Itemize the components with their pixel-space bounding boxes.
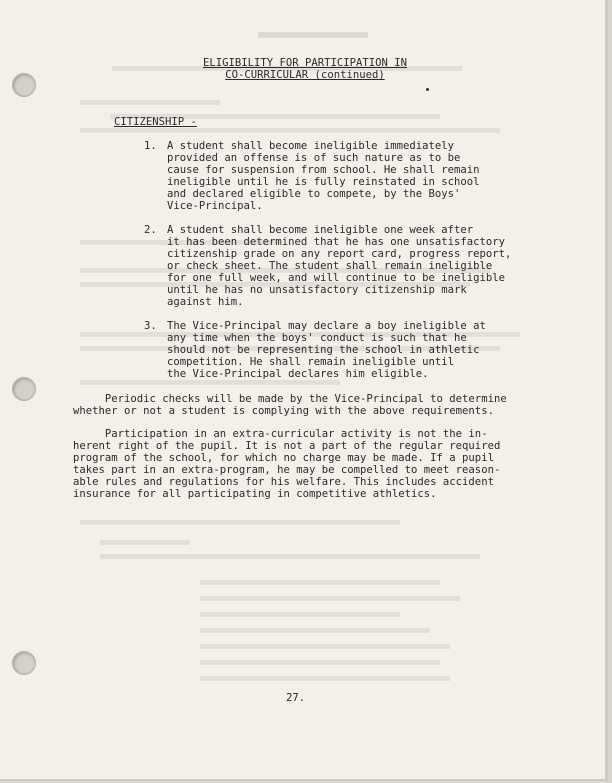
item-line: Vice-Principal.	[167, 200, 263, 212]
paragraph-line: insurance for all participating in competitive athletics.	[73, 488, 437, 500]
item-line: and declared eligible to compete, by the Boys'	[167, 188, 461, 200]
item-line: The Vice-Principal may declare a boy ineligible at	[167, 320, 486, 332]
item-line: ineligible until he is fully reinstated in school	[167, 176, 480, 188]
section-title	[114, 116, 197, 128]
heading-line-2: CO-CURRICULAR (continued)	[225, 69, 385, 81]
item-number: 1.	[144, 140, 157, 152]
paragraph-line: takes part in an extra-program, he may be compelled to meet reason-	[73, 464, 501, 476]
item-line: citizenship grade on any report card, progress report,	[167, 248, 512, 260]
binder-hole	[12, 651, 36, 675]
paragraph-line: herent right of the pupil. It is not a part of the regular required	[73, 440, 501, 452]
paragraph-line: Periodic checks will be made by the Vice-Principal to determine	[73, 393, 507, 405]
item-line: A student shall become ineligible one week after	[167, 224, 474, 236]
ink-speck	[426, 88, 429, 91]
item-number: 3.	[144, 320, 157, 332]
paragraph-line: able rules and regulations for his welfare. This includes accident	[73, 476, 494, 488]
item-line: A student shall become ineligible immediately	[167, 140, 455, 152]
item-line: the Vice-Principal declares him eligible.	[167, 368, 429, 380]
item-line: until he has no unsatisfactory citizenship mark	[167, 284, 467, 296]
item-line: for one full week, and will continue to be ineligible	[167, 272, 506, 284]
binder-hole	[12, 73, 36, 97]
item-line: it has been determined that he has one unsatisfactory	[167, 236, 506, 248]
item-line: cause for suspension from school. He shall remain	[167, 164, 480, 176]
page-number: 27.	[286, 692, 306, 704]
section-title-text: CITIZENSHIP -	[114, 116, 197, 128]
paragraph-line: program of the school, for which no charge may be made. If a pupil	[73, 452, 494, 464]
item-line: against him.	[167, 296, 244, 308]
binder-hole	[12, 377, 36, 401]
item-line: should not be representing the school in athletic	[167, 344, 480, 356]
item-number: 2.	[144, 224, 157, 236]
item-line: provided an offense is of such nature as to be	[167, 152, 461, 164]
item-line: or check sheet. The student shall remain ineligible	[167, 260, 493, 272]
heading-line-1: ELIGIBILITY FOR PARTICIPATION IN	[202, 57, 408, 69]
paragraph-line: Participation in an extra-curricular activity is not the in-	[73, 428, 488, 440]
paragraph-line: whether or not a student is complying with the above requirements.	[73, 405, 494, 417]
item-line: competition. He shall remain ineligible until	[167, 356, 455, 368]
item-line: any time when the boys' conduct is such that he	[167, 332, 467, 344]
